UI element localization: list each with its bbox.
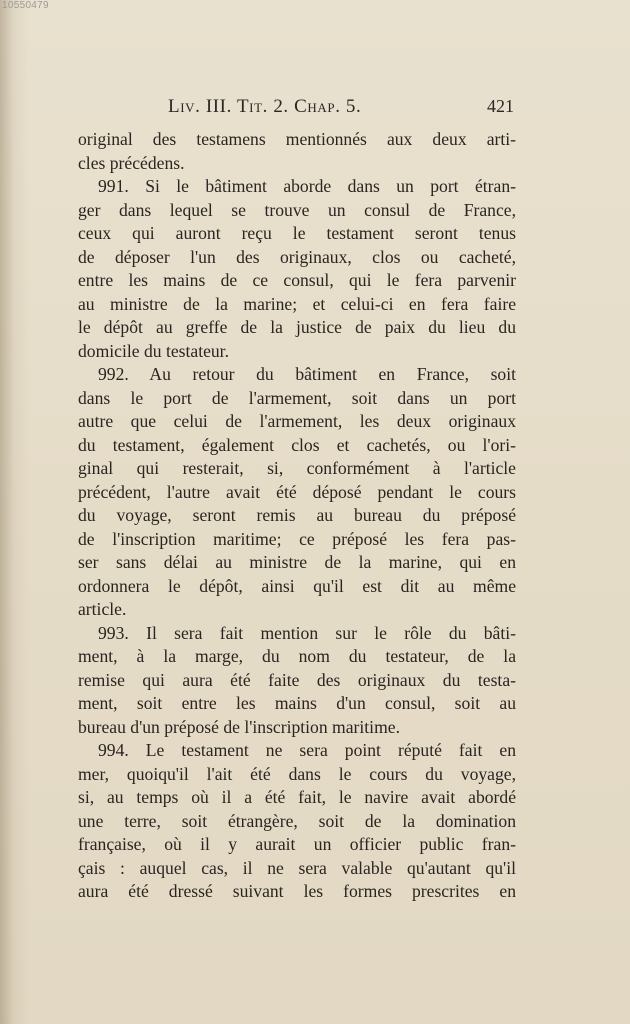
text-line: française, où il y aurait un officier public fran- <box>78 834 516 854</box>
text-line: une terre, soit étrangère, soit de la domination <box>78 810 516 831</box>
text-line: original des testamens mentionnés aux deux arti- <box>78 129 516 149</box>
text-line: bureau d'un préposé de l'inscription maritime. <box>78 716 400 737</box>
text-line: domicile du testateur. <box>78 340 229 361</box>
text-line: de déposer l'un des originaux, clos ou cacheté, <box>78 246 516 267</box>
text-line: ceux qui auront reçu le testament seront tenus <box>78 223 516 243</box>
text-line: ordonnera le dépôt, ainsi qu'il est dit au même <box>78 575 516 596</box>
text-line: ger dans lequel se trouve un consul de France, <box>78 199 516 220</box>
text-line: ginal qui resterait, si, conformément à l'article <box>78 458 516 478</box>
text-line: article. <box>78 599 127 619</box>
text-line: mer, quoiqu'il l'ait été dans le cours du voyage, <box>78 763 516 784</box>
article-991-start: 991. Si le bâtiment aborde dans un port étran- <box>98 176 516 196</box>
running-head-title: Liv. III. Tit. 2. Chap. 5. <box>168 96 362 117</box>
text-line: cles précédens. <box>78 152 185 173</box>
text-line: remise qui aura été faite des originaux du testa- <box>78 669 516 690</box>
text-line: du testament, également clos et cachetés, ou l'ori- <box>78 434 516 455</box>
article-992-start: 992. Au retour du bâtiment en France, soit <box>98 364 516 384</box>
running-head <box>78 96 514 122</box>
text-line: de l'inscription maritime; ce préposé les fera pas- <box>78 528 516 549</box>
text-line: ment, soit entre les mains d'un consul, soit au <box>78 693 516 713</box>
text-line: aura été dressé suivant les formes prescrites en <box>78 881 516 901</box>
text-line: ment, à la marge, du nom du testateur, de la <box>78 646 516 666</box>
text-line: çais : auquel cas, il ne sera valable qu'autant qu'il <box>78 857 516 878</box>
text-line: précédent, l'autre avait été déposé pendant le cours <box>78 481 516 502</box>
text-line: autre que celui de l'armement, les deux originaux <box>78 411 516 431</box>
body-text <box>78 128 516 904</box>
text-line: dans le port de l'armement, soit dans un port <box>78 387 516 408</box>
text-line: ser sans délai au ministre de la marine, qui en <box>78 552 516 572</box>
text-line: entre les mains de ce consul, qui le fera parvenir <box>78 270 516 290</box>
text-line: du voyage, seront remis au bureau du préposé <box>78 505 516 525</box>
page-number: 421 <box>487 96 514 116</box>
text-line: le dépôt au greffe de la justice de paix du lieu du <box>78 317 516 337</box>
scan-id-label: 10550479 <box>2 0 49 11</box>
article-994-start: 994. Le testament ne sera point réputé fait en <box>98 740 516 760</box>
text-line: si, au temps où il a été fait, le navire avait abordé <box>78 787 516 807</box>
text-line: au ministre de la marine; et celui-ci en fera faire <box>78 293 516 314</box>
article-993-start: 993. Il sera fait mention sur le rôle du bâti- <box>98 622 516 643</box>
